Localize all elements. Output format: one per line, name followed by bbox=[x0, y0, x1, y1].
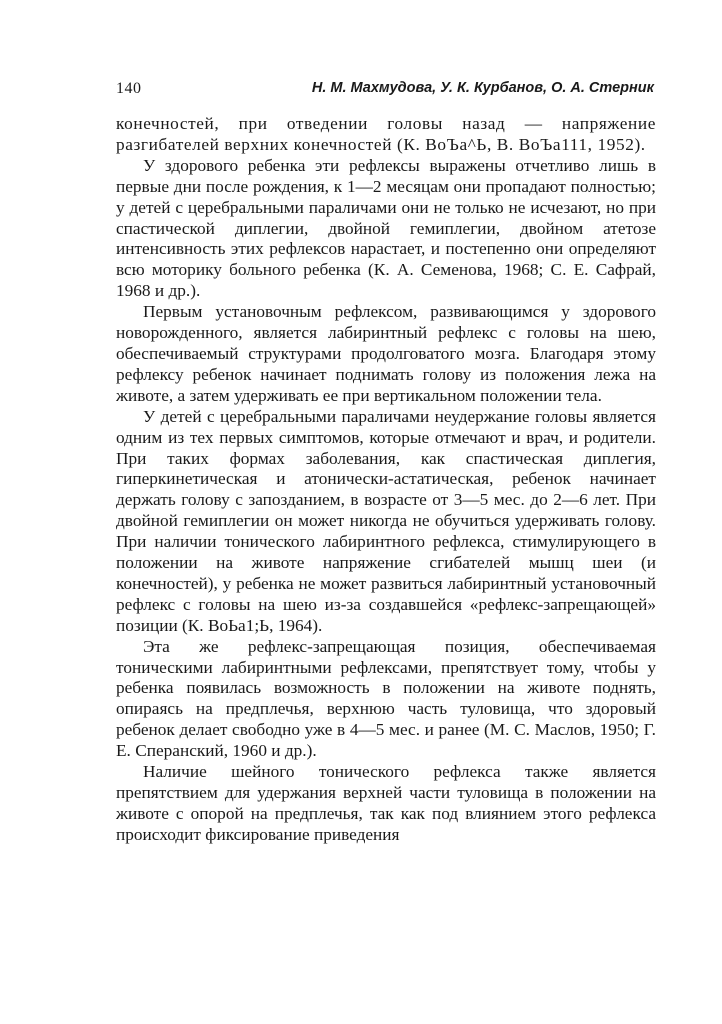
paragraph-head-holding: У детей с церебральными параличами неудержание головы является одним из тех первых симптомов, которые отмечают и врач, и родители. При таких формах заболевания, как спастическая диплегия, гиперкинетическая и атонически-астатическая, ребенок начинает держать голову с запозданием, в возрасте от 3—5 мес. до 2—6 лет. При двойной гемиплегии он может никогда не обучиться удерживать голову. При наличии тонического лабиринтного рефлекса, стимулирующего в положении на животе напряжение сгибателей мышц шеи (и конечностей), у ребенка не может развиться лабиринтный установочный рефлекс с головы на шею из-за создавшейся «рефлекс-запрещающей» позиции (К. ВоЬа1;Ь, 1964). bbox=[116, 406, 656, 635]
running-head-authors: Н. М. Махмудова, У. К. Курбанов, О. А. Стерник bbox=[311, 80, 654, 96]
page-number: 140 bbox=[116, 80, 142, 97]
paragraph-healthy-child-reflexes: У здорового ребенка эти рефлексы выражены отчетливо лишь в первые дни после рождения, к 1—2 месяцам они пропадают полностью; у детей с церебральными параличами они не только не исчезают, но при спастической диплегии, двойной гемиплегии, двойном атетозе интенсивность этих рефлексов нарастает, и постепенно они определяют всю моторику больного ребенка (К. А. Семенова, 1968; С. Е. Сафрай, 1968 и др.). bbox=[116, 155, 656, 301]
paragraph-neck-tonic-reflex: Наличие шейного тонического рефлекса также является препятствием для удержания верхней части туловища в положении на животе с опорой на предплечья, так как под влиянием этого рефлекса происходит фиксирование приведения bbox=[116, 762, 656, 844]
paragraph-labyrinth-reflex: Первым установочным рефлексом, развивающимся у здорового новорожденного, является лабиринтный рефлекс с головы на шею, обеспечиваемый структурами продолговатого мозга. Благодаря этому рефлексу ребенок начинает поднимать голову из положения лежа на животе, а затем удерживать ее при вертикальном положении тела. bbox=[116, 302, 656, 405]
body-text bbox=[116, 114, 656, 846]
running-head bbox=[116, 80, 654, 104]
paragraph-continuation: конечностей, при отведении головы назад — напряжение разгибателей верхних конечностей (К. ВоЪа^Ь, В. ВоЪа111, 1952). bbox=[116, 114, 656, 154]
paragraph-reflex-inhibiting-position: Эта же рефлекс-запрещающая позиция, обеспечиваемая тоническими лабиринтными рефлексами, препятствует тому, чтобы у ребенка появилась возможность в положении на животе поднять, опираясь на предплечья, верхнюю часть туловища, что здоровый ребенок делает свободно уже в 4—5 мес. и ранее (М. С. Маслов, 1950; Г. Е. Сперанский, 1960 и др.). bbox=[116, 636, 656, 761]
